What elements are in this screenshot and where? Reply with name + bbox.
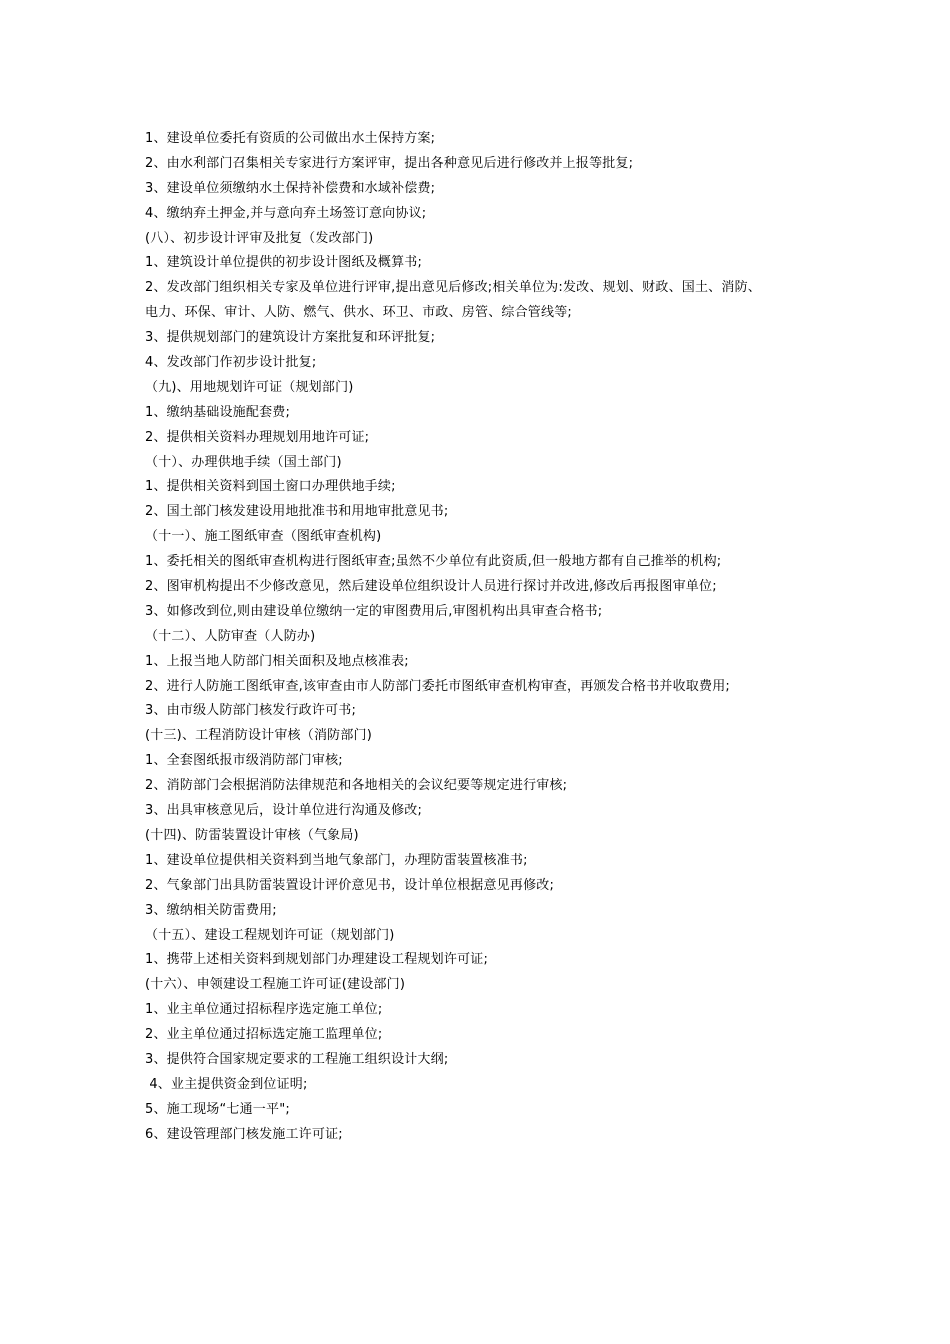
text-line: 电力、环保、审计、人防、燃气、供水、环卫、市政、房管、综合管线等; <box>145 305 572 321</box>
section-heading: （十）、办理供地手续（国土部门) <box>145 454 342 470</box>
text-line: 1、建筑设计单位提供的初步设计图纸及概算书; <box>145 255 423 271</box>
section-heading: （九)、用地规划许可证（规划部门) <box>145 379 354 395</box>
text-line: 1、委托相关的图纸审查机构进行图纸审查;虽然不少单位有此资质,但一般地方都有自己推举的机构; <box>145 554 722 570</box>
text-line: 2、气象部门出具防雷装置设计评价意见书，设计单位根据意见再修改; <box>145 877 555 893</box>
section-heading: (十四)、防雷装置设计审核（气象局) <box>145 827 359 843</box>
text-line: 3、提供规划部门的建筑设计方案批复和环评批复; <box>145 330 436 346</box>
text-line: 2、消防部门会根据消防法律规范和各地相关的会议纪要等规定进行审核; <box>145 778 568 794</box>
section-heading: （十一）、施工图纸审查（图纸审查机构) <box>145 529 382 545</box>
text-line: 2、发改部门组织相关专家及单位进行评审,提出意见后修改;相关单位为:发改、规划、财政、国土、消防、 <box>145 280 761 296</box>
text-line: 4、发改部门作初步设计批复; <box>145 355 317 371</box>
text-line: 2、由水利部门召集相关专家进行方案评审，提出各种意见后进行修改并上报等批复; <box>145 155 634 171</box>
text-line: 3、建设单位须缴纳水土保持补偿费和水域补偿费; <box>145 180 436 196</box>
text-line: 1、全套图纸报市级消防部门审核; <box>145 753 343 769</box>
text-line: 1、建设单位委托有资质的公司做出水土保持方案; <box>145 131 436 146</box>
text-line: 2、国土部门核发建设用地批准书和用地审批意见书; <box>145 504 449 520</box>
text-line: 2、图审机构提出不少修改意见，然后建设单位组织设计人员进行探讨并改进,修改后再报图审单位; <box>145 579 717 595</box>
text-line: 3、如修改到位,则由建设单位缴纳一定的审图费用后,审图机构出具审查合格书; <box>145 603 603 619</box>
text-line: 4、业主提供资金到位证明; <box>145 1076 308 1092</box>
text-line: 3、缴纳相关防雷费用; <box>145 902 277 918</box>
section-heading: （十五）、建设工程规划许可证（规划部门) <box>145 927 395 943</box>
text-line: 2、业主单位通过招标选定施工监理单位; <box>145 1027 383 1043</box>
text-line: 3、提供符合国家规定要求的工程施工组织设计大纲; <box>145 1051 449 1067</box>
text-line: 4、缴纳弃土押金,并与意向弃土场签订意向协议; <box>145 205 427 221</box>
text-line: 1、建设单位提供相关资料到当地气象部门，办理防雷装置核准书; <box>145 852 528 868</box>
text-line: 1、上报当地人防部门相关面积及地点核准表; <box>145 653 409 669</box>
section-heading: (八）、初步设计评审及批复（发改部门) <box>145 230 374 246</box>
text-line: 2、进行人防施工图纸审查,该审查由市人防部门委托市图纸审查机构审查，再颁发合格书并收取费用; <box>145 678 730 694</box>
text-line: 1、缴纳基础设施配套费; <box>145 404 291 420</box>
text-line: 1、业主单位通过招标程序选定施工单位; <box>145 1002 383 1018</box>
text-line: 3、由市级人防部门核发行政许可书; <box>145 703 357 719</box>
document-body <box>145 127 835 1148</box>
text-line: 6、建设管理部门核发施工许可证; <box>145 1126 343 1142</box>
text-line: 1、提供相关资料到国土窗口办理供地手续; <box>145 479 396 495</box>
section-heading: (十三)、工程消防设计审核（消防部门) <box>145 728 373 744</box>
section-heading: （十二）、人防审查（人防办) <box>145 628 316 644</box>
text-line: 5、施工现场“七通一平"; <box>145 1101 290 1117</box>
text-line: 3、出具审核意见后，设计单位进行沟通及修改; <box>145 803 423 819</box>
text-line: 1、携带上述相关资料到规划部门办理建设工程规划许可证; <box>145 952 489 968</box>
text-line: 2、提供相关资料办理规划用地许可证; <box>145 429 370 445</box>
section-heading: (十六）、申领建设工程施工许可证(建设部门) <box>145 977 406 993</box>
